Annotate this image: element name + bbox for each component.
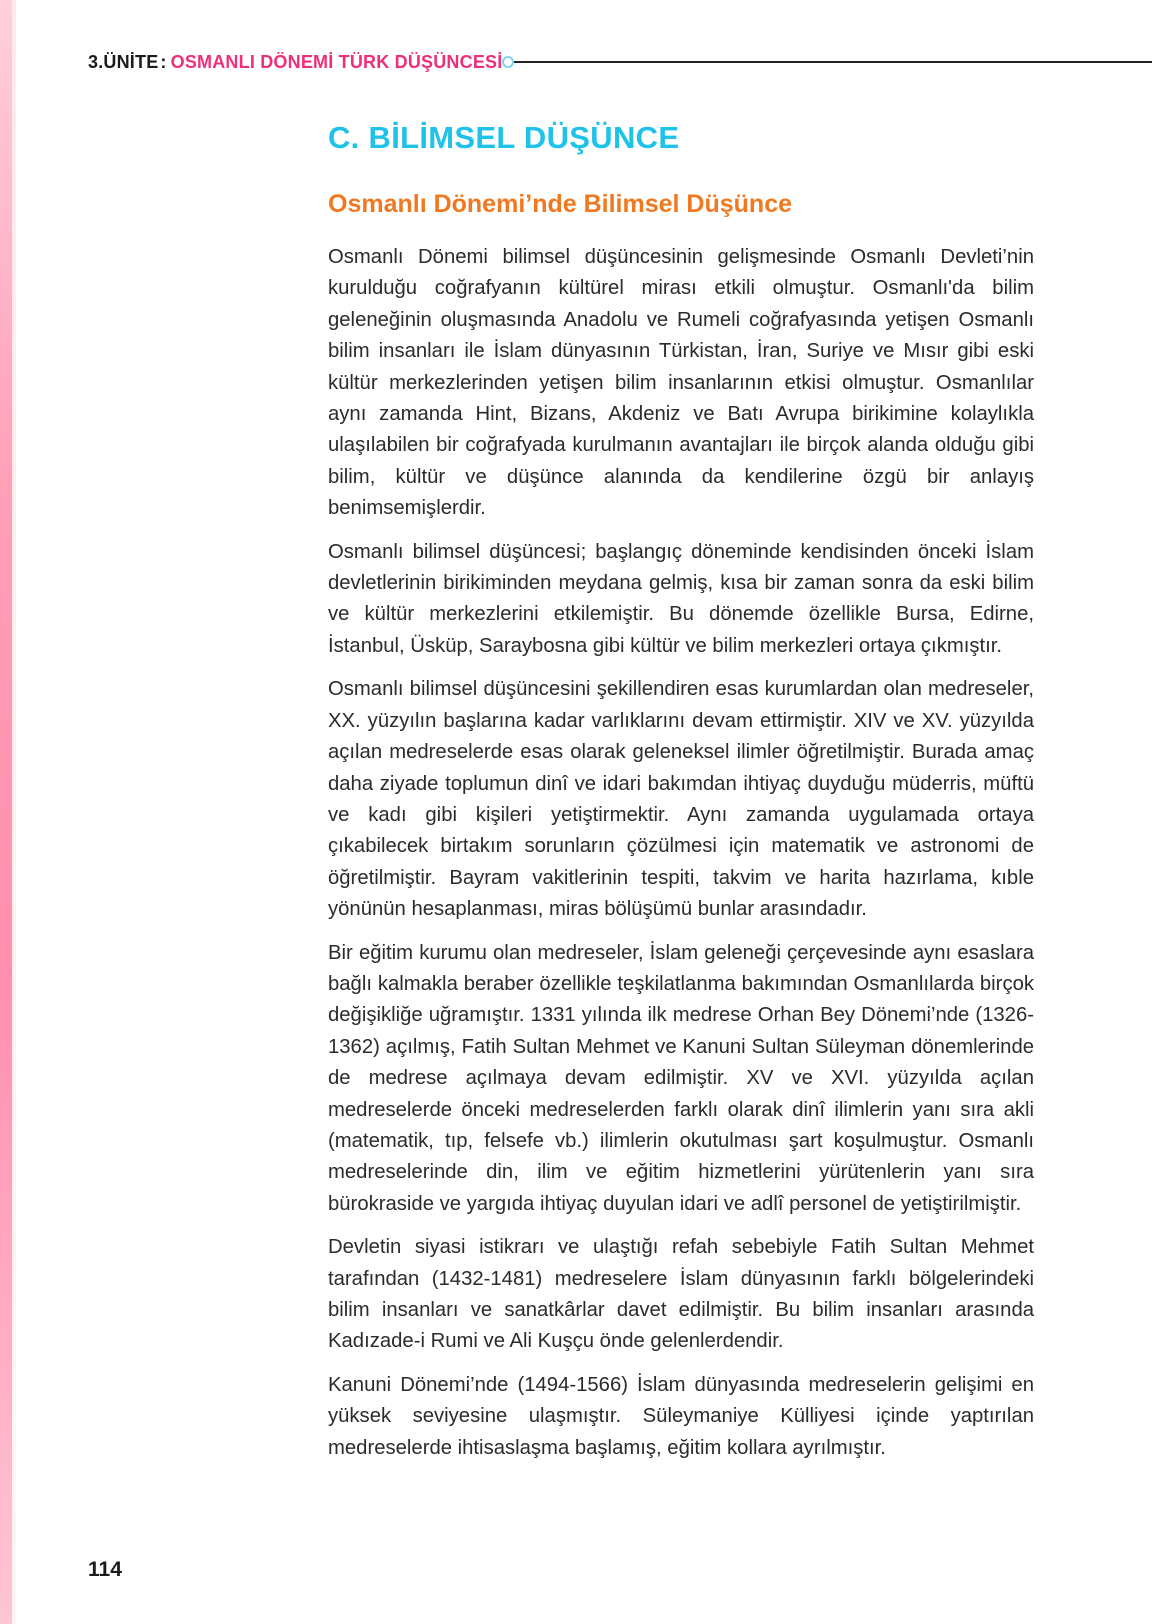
paragraph: Kanuni Dönemi’nde (1494-1566) İslam dünyasında medreselerin gelişimi en yüksek seviyesine ulaşmıştır. Süleymaniye Külliyesi içinde yaptırılan medreselerde ihtisaslaşma başlamış, eğitim kollara ayrılmıştır. <box>328 1373 1034 1459</box>
paragraph: Bir eğitim kurumu olan medreseler, İslam geleneği çerçevesinde aynı esaslara bağlı kalmakla beraber özellikle teşkilatlanma bakımından Osmanlılarda birçok değişikliğe uğramıştır. 1331 yılında ilk medrese Orhan Bey Dönemi’nde (1326-1362) açılmış, Fatih Sultan Mehmet ve Kanuni Sultan Süleyman dönemlerinde de medrese açılmaya devam edilmiştir. XV ve XVI. yüzyılda açılan medreselerde önceki medreselerden farklı olarak dinî ilimlerin yanı sıra akli (matematik, tıp, felsefe vb.) ilimlerin okutulması şart koşulmuştur. Osmanlı medreselerinde din, ilim ve eğitim hizmetlerini yürütenlerin yanı sıra bürokraside ve yargıda ihtiyaç duyulan idari ve adlî personel de yetiştirilmiştir. <box>328 941 1034 1215</box>
paragraph: Osmanlı bilimsel düşüncesini şekillendiren esas kurumlardan olan medreseler, XX. yüzyılın başlarına kadar varlıklarını devam ettirmiştir. XIV ve XV. yüzyılda açılan medreselerde esas olarak geleneksel ilimler öğretilmiştir. Burada amaç daha ziyade toplumun dinî ve idari bakımdan ihtiyaç duyduğu müderris, müftü ve kadı gibi kişileri yetiştirmektir. Aynı zamanda uygulamada ortaya çıkabilecek birtakım sorunların çözülmesi için matematik ve astronomi de öğretilmiştir. Bayram vakitlerinin tespiti, takvim ve harita hazırlama, kıble yönünün hesaplanması, miras bölüşümü bunlar arasındadır. <box>328 678 1034 921</box>
header-unit: 3.ÜNİTE <box>88 51 159 72</box>
main-content <box>328 116 1034 1476</box>
paragraph: Osmanlı Dönemi bilimsel düşüncesinin gelişmesinde Osmanlı Devleti’nin kurulduğu coğrafyanın kültürel mirası etkili olmuştur. Osmanlı'da bilim geleneğinin oluşmasında Anadolu ve Rumeli coğrafyasında yetişen Osmanlı bilim insanları ile İslam dünyasının Türkistan, İran, Suriye ve Mısır gibi eski kültür merkezlerinden yetişen bilim insanlarının etkisi olmuştur. Osmanlılar aynı zamanda Hint, Bizans, Akdeniz ve Batı Avrupa birikimine kolaylıkla ulaşılabilen bir coğrafyada kurulmanın avantajları ile birçok alanda olduğu gibi bilim, kültür ve düşünce alanında da kendilerine özgü bir anlayış benimsemişlerdir. <box>328 246 1034 520</box>
section-subtitle: Osmanlı Dönemi’nde Bilimsel Düşünce <box>328 190 793 218</box>
header-circle-icon <box>502 56 514 68</box>
decorative-edge-strip <box>0 0 12 1624</box>
paragraph: Devletin siyasi istikrarı ve ulaştığı refah sebebiyle Fatih Sultan Mehmet tarafından (1432-1481) medreselere İslam dünyasının farklı bölgelerindeki bilim insanları ve sanatkârlar davet edilmiştir. Bu bilim insanları arasında Kadızade-i Rumi ve Ali Kuşçu önde gelenlerdendir. <box>328 1236 1034 1353</box>
paragraph: Osmanlı bilimsel düşüncesi; başlangıç döneminde kendisinden önceki İslam devletlerinin birikiminden meydana gelmiş, kısa bir zaman sonra da eski bilim ve kültür merkezlerini etkilemiştir. Bu dönemde özellikle Bursa, Edirne, İstanbul, Üsküp, Saraybosna gibi kültür ve bilim merkezleri ortaya çıkmıştır. <box>328 540 1034 657</box>
header-rule <box>514 61 1152 63</box>
running-header <box>88 50 502 74</box>
header-colon: : <box>160 51 167 72</box>
section-title: C. BİLİMSEL DÜŞÜNCE <box>328 120 680 155</box>
page-number: 114 <box>88 1558 122 1581</box>
header-topic: OSMANLI DÖNEMİ TÜRK DÜŞÜNCESİ <box>170 51 503 72</box>
decorative-edge-glow <box>12 0 16 1624</box>
